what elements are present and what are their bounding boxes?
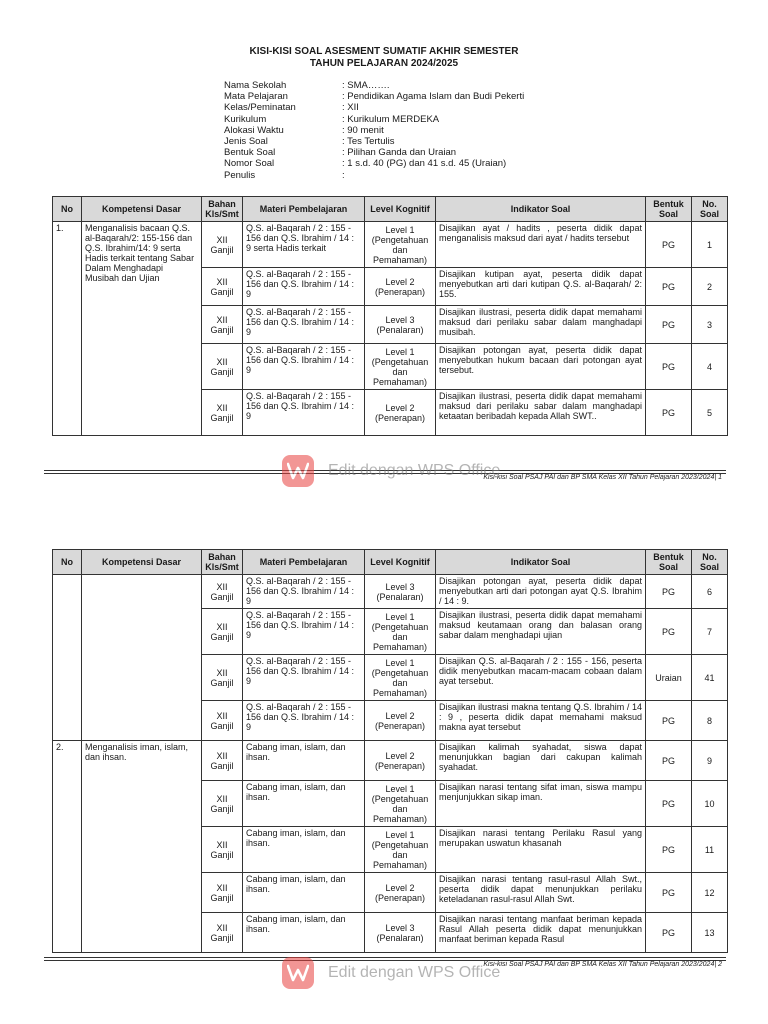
col-header: Bahan Kls/Smt (202, 197, 243, 222)
col-header: Bentuk Soal (646, 197, 692, 222)
meta-row: Mata Pelajaran : Pendidikan Agama Islam dan Budi Pekerti (224, 91, 525, 103)
wps-watermark (282, 957, 500, 989)
col-header: Bahan Kls/Smt (202, 550, 243, 575)
col-header: Indikator Soal (436, 550, 646, 575)
table-row: XII Ganjil Q.S. al-Baqarah / 2 : 155 - 156 dan Q.S. Ibrahim / 14 : 9 Level 1 (Pengetahuan dan Pemahaman) Disajikan potongan ayat, peserta didik dapat menyebutkan hukum bacaan dari potongan ayat tersebut. PG 4 (53, 344, 728, 390)
meta-row: Bentuk Soal : Pilihan Ganda dan Uraian (224, 147, 457, 159)
kd-text: Menganalisis bacaan Q.S. al-Baqarah/2: 155-156 dan Q.S. Ibrahim/14: 9 serta Hadis terkait tentang Sabar Dalam Menghadapi Musibah dan Ujian (82, 222, 202, 436)
meta-row: Kurikulum : Kurikulum MERDEKA (224, 113, 440, 125)
table-row: XII Ganjil Q.S. al-Baqarah / 2 : 155 - 156 dan Q.S. Ibrahim / 14 : 9 Level 2 (Penerapan) Disajikan ilustrasi, peserta didik dapat memahami maksud dari perilaku sabar dalam manghadapi ketaatan beribadah kepada Allah SWT.. PG 5 (53, 390, 728, 436)
table-row: XII Ganjil Q.S. al-Baqarah / 2 : 155 - 156 dan Q.S. Ibrahim / 14 : 9 Level 3 (Penalaran) Disajikan potongan ayat, peserta didik dapat menyebutkan arti dari potongan ayat Q.S. Ibrahim / 14 : 9. PG 6 (53, 575, 728, 609)
table-row: XII Ganjil Q.S. al-Baqarah / 2 : 155 - 156 dan Q.S. Ibrahim / 14 : 9 Level 1 (Pengetahuan dan Pemahaman) Disajikan Q.S. al-Baqarah / 2 : 155 - 156, peserta didik menyebutkan macam-macam cobaan dalam ayat tersebut. Uraian 41 (53, 655, 728, 701)
table-row: 1. Menganalisis bacaan Q.S. al-Baqarah/2: 155-156 dan Q.S. Ibrahim/14: 9 serta Hadis terkait tentang Sabar Dalam Menghadapi Musibah dan Ujian XII Ganjil Q.S. al-Baqarah / 2 : 155 - 156 dan Q.S. Ibrahim / 14 : 9 serta Hadis terkait Level 1 (Pengetahuan dan Pemahaman) Disajikan ayat / hadits , peserta didik dapat menganalisis maksud dari ayat / hadits tersebut PG 1 (53, 222, 728, 268)
meta-row: Penulis : (224, 169, 345, 181)
col-header: Level Kognitif (365, 550, 436, 575)
col-header: Kompetensi Dasar (82, 197, 202, 222)
table-row: XII Ganjil Q.S. al-Baqarah / 2 : 155 - 156 dan Q.S. Ibrahim / 14 : 9 Level 2 (Penerapan) Disajikan ilustrasi makna tentang Q.S. Ibrahim / 14 : 9 , peserta didik dapat memahami maksud makna ayat tersebut PG 8 (53, 701, 728, 741)
wps-watermark-text: Edit dengan WPS Office (328, 462, 501, 479)
table-row: XII Ganjil Cabang iman, islam, dan ihsan. Level 1 (Pengetahuan dan Pemahaman) Disajikan narasi tentang sifat iman, siswa mampu menjunjukkan sikap iman. PG 10 (53, 781, 728, 827)
kd-number: 1. (53, 222, 82, 436)
kd-text: Menganalisis iman, islam, dan ihsan. (82, 741, 202, 953)
meta-row: Kelas/Peminatan : XII (224, 102, 359, 114)
meta-row: Alokasi Waktu : 90 menit (224, 124, 384, 136)
document-page-2 (0, 490, 768, 1024)
col-header: Materi Pembelajaran (243, 197, 365, 222)
document-page-1 (0, 0, 768, 490)
wps-watermark (282, 455, 500, 487)
col-header: No. Soal (692, 550, 728, 575)
doc-subtitle: TAHUN PELAJARAN 2024/2025 (309, 58, 459, 69)
table-row: 2. Menganalisis iman, islam, dan ihsan. XII Ganjil Cabang iman, islam, dan ihsan. Level 2 (Penerapan) Disajikan kalimah syahadat, siswa dapat menunjukkan bagian dari cakupan kalimah syahadat. PG 9 (53, 741, 728, 781)
meta-row: Nomor Soal : 1 s.d. 40 (PG) dan 41 s.d. 45 (Uraian) (224, 158, 507, 170)
page-footer: Kisi-kisi Soal PSAJ PAI dan BP SMA Kelas XII Tahun Pelajaran 2023/2024| 1 (483, 474, 722, 481)
grid-table-page-1 (52, 196, 728, 436)
table-row: XII Ganjil Q.S. al-Baqarah / 2 : 155 - 156 dan Q.S. Ibrahim / 14 : 9 Level 2 (Penerapan) Disajikan kutipan ayat, peserta didik dapat menyebutkan arti dari kutipan Q.S. al-Baqarah/ 2: 155. PG 2 (53, 268, 728, 306)
col-header: No. Soal (692, 197, 728, 222)
wps-logo-icon (282, 455, 314, 487)
wps-logo-icon (282, 957, 314, 989)
table-row: XII Ganjil Cabang iman, islam, dan ihsan. Level 1 (Pengetahuan dan Pemahaman) Disajikan narasi tentang Perilaku Rasul yang merupakan uswatun khasanah PG 11 (53, 827, 728, 873)
wps-watermark-text: Edit dengan WPS Office (328, 964, 501, 981)
kd-number: 2. (53, 741, 82, 953)
table-row: XII Ganjil Q.S. al-Baqarah / 2 : 155 - 156 dan Q.S. Ibrahim / 14 : 9 Level 1 (Pengetahuan dan Pemahaman) Disajikan ilustrasi, peserta didik dapat memahami maksud keutamaan orang dan balasan orang sabar dalam menghadapi ujian PG 7 (53, 609, 728, 655)
kd-text-empty (82, 575, 202, 741)
table-row: XII Ganjil Q.S. al-Baqarah / 2 : 155 - 156 dan Q.S. Ibrahim / 14 : 9 Level 3 (Penalaran) Disajikan ilustrasi, peserta didik dapat memahami maksud dari perilaku sabar dalam manghadapi musibah. PG 3 (53, 306, 728, 344)
doc-title: KISI-KISI SOAL ASESMENT SUMATIF AKHIR SEMESTER (249, 46, 519, 57)
col-header: Level Kognitif (365, 197, 436, 222)
col-header: Indikator Soal (436, 197, 646, 222)
page-footer: Kisi-kisi Soal PSAJ PAI dan BP SMA Kelas XII Tahun Pelajaran 2023/2024| 2 (483, 961, 722, 968)
col-header: Materi Pembelajaran (243, 550, 365, 575)
grid-table-page-2 (52, 549, 728, 953)
col-header: No (53, 550, 82, 575)
table-row: XII Ganjil Cabang iman, islam, dan ihsan. Level 3 (Penalaran) Disajikan narasi tentang manfaat beriman kepada Rasul Allah peserta didik dapat menunjukkan manfaat beriman kepada Rasul PG 13 (53, 913, 728, 953)
meta-row: Nama Sekolah : SMA……. (224, 80, 390, 91)
col-header: Kompetensi Dasar (82, 550, 202, 575)
document-meta (224, 80, 524, 181)
col-header: No (53, 197, 82, 222)
table-header-row (53, 550, 728, 575)
kd-number-empty (53, 575, 82, 741)
table-row: XII Ganjil Cabang iman, islam, dan ihsan. Level 2 (Penerapan) Disajikan narasi tentang rasul-rasul Allah Swt., peserta didik dapat menunjukkan perilaku keteladanan rasul-rasul Allah Swt. PG 12 (53, 873, 728, 913)
table-header-row (53, 197, 728, 222)
meta-row: Jenis Soal : Tes Tertulis (224, 136, 395, 148)
col-header: Bentuk Soal (646, 550, 692, 575)
